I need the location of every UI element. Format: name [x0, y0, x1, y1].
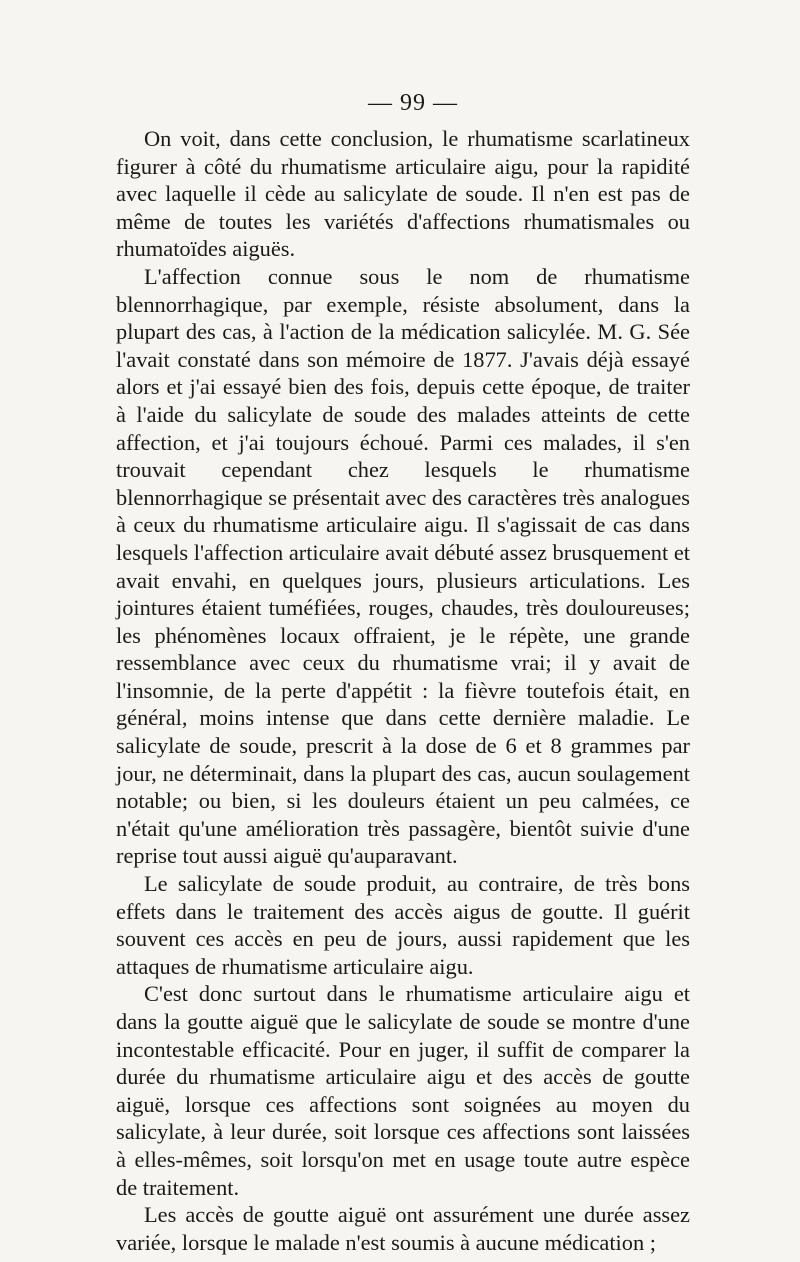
page-number: — 99 — [368, 90, 458, 116]
paragraph-2: L'affection connue sous le nom de rhumatisme blennorrhagique, par exemple, résiste absolument, dans la plupart des cas, à l'action de la médication salicylée. M. G. Sée l'avait constaté dans son mémoire de 1877. J'avais déjà essayé alors et j'ai essayé bien des fois, depuis cette époque, de traiter à l'aide du salicylate de soude des malades atteints de cette affection, et j'ai toujours échoué. Parmi ces malades, il s'en trouvait cependant chez lesquels le rhumatisme blennorrhagique se présentait avec des caractères très analogues à ceux du rhumatisme articulaire aigu. Il s'agissait de cas dans lesquels l'affection articulaire avait débuté assez brusquement et avait envahi, en quelques jours, plusieurs articulations. Les jointures étaient tuméfiées, rouges, chaudes, très douloureuses; les phénomènes locaux offraient, je le répète, une grande ressemblance avec ceux du rhumatisme vrai; il y avait de l'insomnie, de la perte d'appétit : la fièvre toutefois était, en général, moins intense que dans cette dernière maladie. Le salicylate de soude, prescrit à la dose de 6 et 8 grammes par jour, ne déterminait, dans la plupart des cas, aucun soulagement notable; ou bien, si les douleurs étaient un peu calmées, ce n'était qu'une amélioration très passagère, bientôt suivie d'une reprise tout aussi aiguë qu'auparavant. [116, 263, 690, 869]
paragraph-4: C'est donc surtout dans le rhumatisme articulaire aigu et dans la goutte aiguë que le salicylate de soude se montre d'une incontestable efficacité. Pour en juger, il suffit de comparer la durée du rhumatisme articulaire aigu et des accès de goutte aiguë, lorsque ces affections sont soignées au moyen du salicylate, à leur durée, soit lorsque ces affections sont laissées à elles-mêmes, soit lorsqu'on met en usage toute autre espèce de traitement. [116, 981, 690, 1200]
paragraph-3: Le salicylate de soude produit, au contraire, de très bons effets dans le traitement des accès aigus de goutte. Il guérit souvent ces accès en peu de jours, aussi rapidement que les attaques de rhumatisme articulaire aigu. [116, 871, 690, 979]
paragraph-1: On voit, dans cette conclusion, le rhumatisme scarlatineux figurer à côté du rhumatisme articulaire aigu, pour la rapidité avec laquelle il cède au salicylate de soude. Il n'en est pas de même de toutes les variétés d'affections rhumatismales ou rhumatoïdes aiguës. [116, 126, 690, 262]
paragraph-5: Les accès de goutte aiguë ont assurément une durée assez variée, lorsque le malade n'est soumis à aucune médication ; [116, 1202, 690, 1255]
body-text [116, 125, 690, 1256]
